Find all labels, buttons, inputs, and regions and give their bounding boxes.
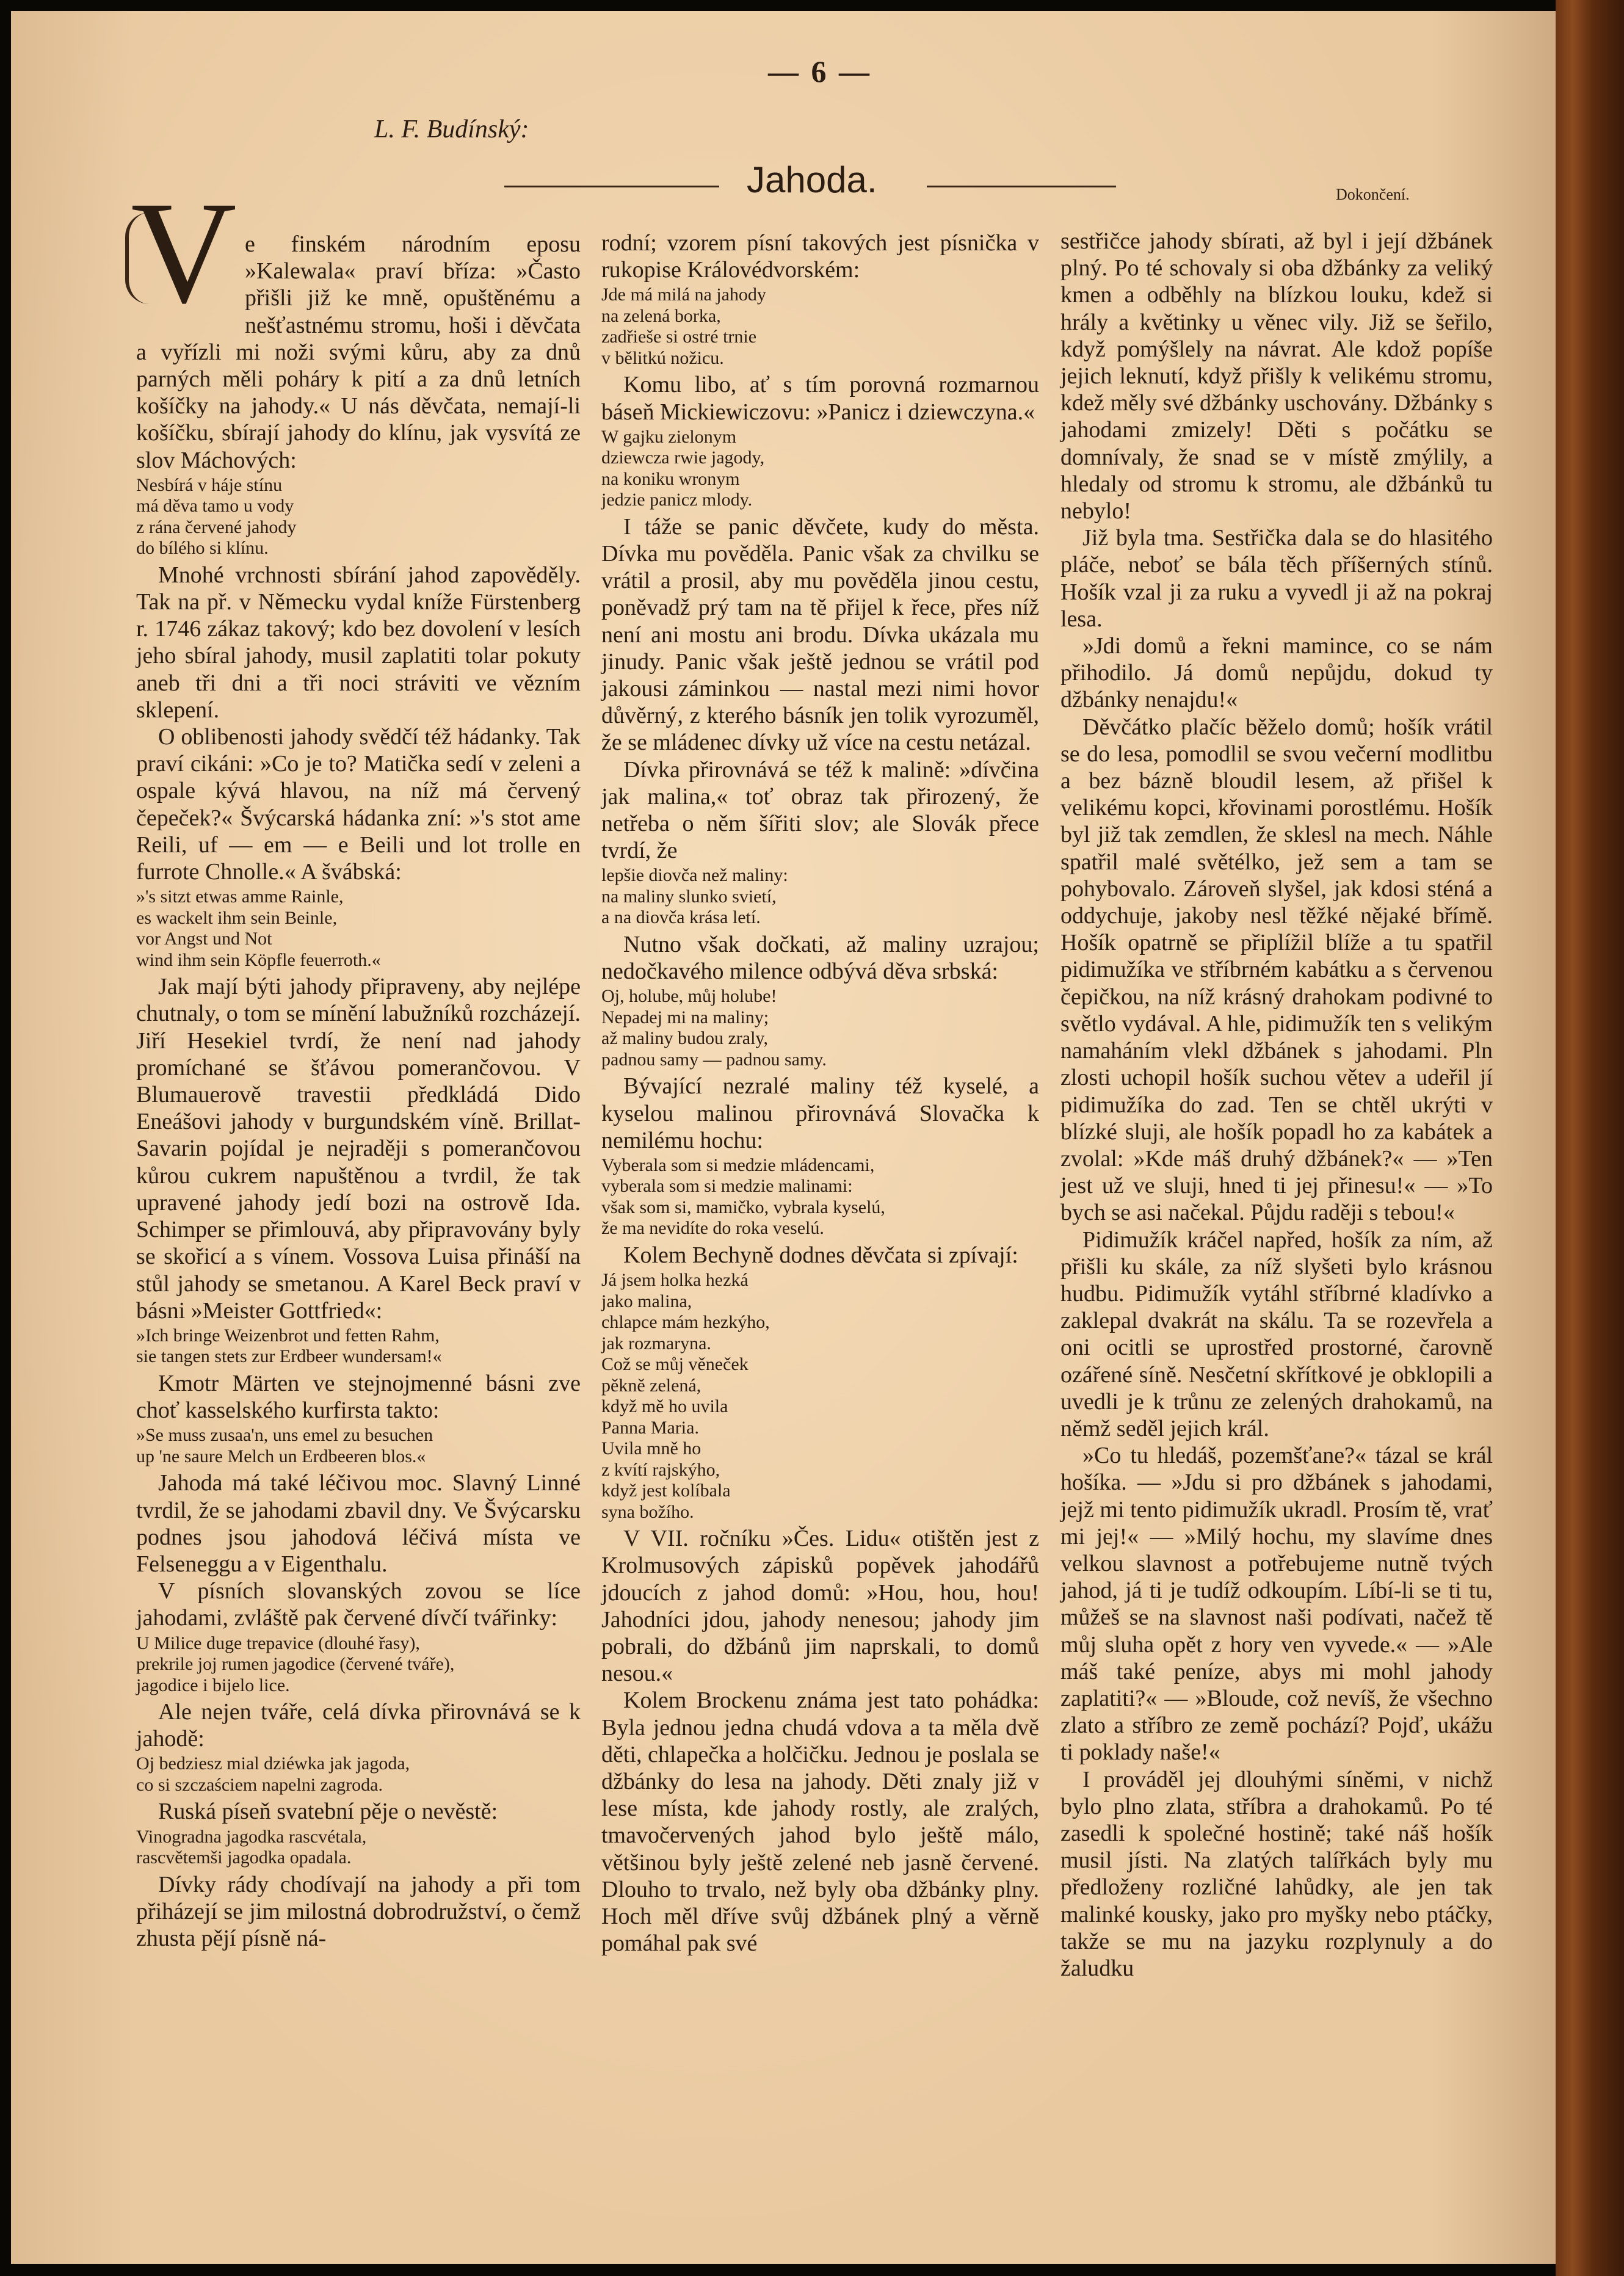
book-page bbox=[11, 11, 1556, 2264]
paragraph: Bývající nezralé maliny též kyselé, a kyselou malinou přirovnává Slovačka k nemilému hochu: bbox=[601, 1073, 1039, 1153]
paragraph: O oblibenosti jahody svědčí též hádanky. Tak praví cikáni: »Co je to? Matička sedí v zeleni a ospale kývá hlavou, na níž má červený čepeček?« Švýcarská hádanka zní: »'s stot ame Reili, uf — em — e Beili und lot trolle en furrote Chnolle.« A švábská: bbox=[136, 724, 581, 885]
paragraph: I prováděl jej dlouhými síněmi, v nichž bylo plno zlata, stříbra a drahokamů. Po té zasedli k společné hostině; také náš hošík musil jísti. Na zlatých talířkách byly mu předloženy rozličné lahůdky, ale jen tak malinké kousky, jako pro myšky nebo ptáčky, takže se mu na jazyku rozplynuly a do žaludku bbox=[1060, 1766, 1493, 1981]
author-name: L. F. Budínský: bbox=[374, 115, 529, 143]
paragraph: V písních slovanských zovou se líce jahodami, zvláště pak červené dívčí tvářinky: bbox=[136, 1578, 581, 1631]
paragraph: »Co tu hledáš, pozemšťane?« tázal se král hošíka. — »Jdu si pro džbánek s jahodami, jejž mi tento pidimužík ukradl. Prosím tě, vrať mi jej!« — »Milý hochu, my slavíme dnes velkou slavnost a potřebujeme nutně tvých jahod, já ti je tudíž odkoupím. Líbí-li se ti tu, můžeš se na slavnost naši podívati, načež tě můj sluha opět z hory ven vyvede.« — »Ale máš také peníze, abys mi mohl jahody zaplatiti?« — »Bloude, což nevíš, že všechno zlato a stříbro ze země pochází? Pojď, ukážu ti poklady naše!« bbox=[1060, 1443, 1493, 1766]
text-column-2 bbox=[601, 230, 1039, 1957]
paragraph: Komu libo, ať s tím porovná rozmarnou báseň Mickiewiczovu: »Panicz i dziewczyna.« bbox=[601, 372, 1039, 425]
paragraph: Jak mají býti jahody připraveny, aby nejlépe chutnaly, o tom se mínění labužníků rozcházejí. Jiří Hesekiel tvrdí, že není nad jahody promíchané se šťávou pomerančovou. V Blumauerově travestii předkládá Dido Eneášovi jahody v burgundském víně. Brillat-Savarin pojídal je nejraději s pomerančovou kůrou cukrem napuštěnou a tvrdil, že tak upravené jahody jedí bozi na ostrově Ida. Schimper se přimlouvá, aby připravovány byly se skořicí a s vínem. Vossova Luisa přináší na stůl jahody se smetanou. A Karel Beck praví v básni »Meister Gottfried«: bbox=[136, 974, 581, 1324]
text-column-1 bbox=[131, 171, 581, 1952]
title-rule-right bbox=[927, 186, 1116, 187]
paragraph: Kmotr Märten ve stejnojmenné básni zve choť kasselského kurfirsta takto: bbox=[136, 1370, 581, 1424]
verse-quote: Oj bedziesz mial dziéwka jak jagoda, co si szczaściem napelni zagroda. bbox=[136, 1753, 410, 1795]
paragraph: Pidimužík kráčel napřed, hošík za ním, až přišli ku skále, za níž slyšeti bylo krásnou hudbu. Pidimužík vytáhl stříbrné kladívko a zaklepal dvakrát na skálu. Ta se rozevřela a oni ocitli se uprostřed prostorné, čarovně ozářené síně. Nesčetní skřítkové je obklopili a uvedli je k trůnu ze zelených drahokamů, na němž seděl jejich král. bbox=[1060, 1227, 1493, 1441]
initial-ornament-icon bbox=[125, 212, 172, 304]
verse-quote: Vyberala som si medzie mládencami, vyberala som si medzie malinami: však som si, mamičko, vybrala kyselú, že ma nevidíte do roka veselú. bbox=[601, 1154, 885, 1239]
paragraph: Již byla tma. Sestřička dala se do hlasitého pláče, neboť se bála těch příšerných stínů. Hošík vzal ji za ruku a vyvedl ji až na pokraj lesa. bbox=[1060, 525, 1493, 632]
verse-quote: W gajku zielonym dziewcza rwie jagody, na koniku wronym jedzie panicz mlody. bbox=[601, 426, 765, 510]
paragraph: Dívka přirovnává se též k malině: »dívčina jak malina,« toť obraz tak přirozený, že netřeba o něm šířiti slov; ale Slovák přece tvrdí, že bbox=[601, 756, 1039, 864]
paragraph: I táže se panic děvčete, kudy do města. Dívka mu pověděla. Panic však za chvilku se vrátil a prosil, aby mu pověděla jinou cestu, poněvadž prý tam na tě přijel k řece, přes níž není ani mostu ani brodu. Dívka ukázala mu jinudy. Panic však ještě jednou se vrátil pod jakousi záminkou — nastal mezi nimi hovor důvěrný, z kterého básník jen tolik vyrozuměl, že se mládenec dívky už více na cestu netázal. bbox=[601, 513, 1039, 756]
paragraph: V VII. ročníku »Čes. Lidu« otištěn jest z Krolmusových zápisků popěvek jahodářů jdoucích z jahod domů: »Hou, hou, hou! Jahodníci jdou, jahody nenesou; jahody jim pobrali, do džbánů jim naprskali, to domů nesou.« bbox=[601, 1526, 1039, 1687]
paragraph: Kolem Bechyně dodnes děvčata si zpívají: bbox=[623, 1242, 1018, 1268]
verse-quote: Oj, holube, můj holube! Nepadej mi na maliny; až maliny budou zraly, padnou samy — padnou samy. bbox=[601, 986, 827, 1070]
book-spine bbox=[1556, 0, 1624, 2276]
paragraph: »Jdi domů a řekni mamince, co se nám přihodilo. Já domů nepůjdu, dokud ty džbánky nenajdu!« bbox=[1060, 633, 1493, 713]
paragraph: Děvčátko plačíc běželo domů; hošík vrátil se do lesa, pomodlil se svou večerní modlitbu a bez bázně bloudil lesem, až přišel k velikému kopci, křovinami porostlému. Hošík byl již tak zemdlen, že sklesl na mech. Náhle spatřil malé světélko, jež sem a tam se pohybovalo. Zároveň slyšel, jak kdosi sténá a oddychuje, jakoby nesl těžké nějaké břímě. Hošík opatrně se připlížil blíže a tu spatřil pidimužíka ve stříbrném kabátku a s červenou čepičkou, na níž krásný drahokam podivné to světlo vydával. A hle, pidimužík ten s velikým namaháním vlekl džbánek s jahodami. Pln zlosti uchopil hošík suchou větev a udeřil jí pidimužíka do zad. Ten se chtěl ukrýti v blízké sluji, ale hošík popadl ho za kabátek a zvolal: »Kde máš druhý džbánek?« — »Ten jest už ve sluji, hned ti jej přinesu!« — »To bych se asi načekal. Půjdu raději s tebou!« bbox=[1060, 714, 1493, 1226]
paragraph: Mnohé vrchnosti sbírání jahod zapověděly. Tak na př. v Německu vydal kníže Fürstenberg r. 1746 zákaz takový; kdo bez dovolení v lesích jeho sbíral jahody, musil zaplatiti tolar pokuty aneb tři dni a tři noci stráviti ve vězním sklepení. bbox=[136, 562, 581, 723]
paragraph: Nutno však dočkati, až maliny uzrajou; nedočkavého milence odbývá děva srbská: bbox=[601, 931, 1039, 985]
paragraph: e finském národním eposu »Kalewala« praví bříza: »Často přišli již ke mně, opuštěnému a nešťastnému stromu, hoši i děvčata a vyřízli mi noži svými kůru, aby za dnů parných měli poháry k pití a za dnů letních košíčky na jahody.« U nás děvčata, nemají-li košíčku, sbírají jahody do klínu, jak vysvítá ze slov Máchových: bbox=[136, 231, 581, 473]
verse-quote: Vinogradna jagodka rascvétala, rascvětemši jagodka opadala. bbox=[136, 1826, 367, 1868]
text-column-3 bbox=[1060, 228, 1493, 1982]
verse-quote: Já jsem holka hezká jako malina, chlapce mám hezkýho, jak rozmaryna. Což se můj věneček pěkně zelená, když mě ho uvila Panna Maria. Uvila mně ho z kvítí rajskýho, když jest kolíbala syna božího. bbox=[601, 1270, 770, 1522]
verse-quote: U Milice duge trepavice (dlouhé řasy), prekrile joj rumen jagodice (červené tváře), jagodice i bijelo lice. bbox=[136, 1633, 455, 1695]
page-number: — 6 — bbox=[768, 54, 872, 89]
verse-quote: Jde má milá na jahody na zelená borka, zadřieše si ostré trnie v bělitkú nožicu. bbox=[601, 284, 766, 368]
paragraph: sestřičce jahody sbírati, až byl i její džbánek plný. Po té schovaly si oba džbánky za veliký kmen a odběhly na blízkou louku, kdež si hrály a květinky u věnec vily. Již se šeřilo, když pomýšlely na návrat. Ale kdož popíše jejich leknutí, když přišly k velikému stromu, kdež měly své džbánky uschovány. Džbánky s jahodami zmizely! Děti s počátku se domnívaly, že snad se v místě zmýlily, a hledaly od stromu k stromu, ale džbánků tu nebylo! bbox=[1060, 228, 1493, 524]
paragraph: Dívky rády chodívají na jahody a při tom přiházejí se jim milostná dobrodružství, o čemž zhusta pějí písně ná- bbox=[136, 1871, 581, 1952]
paragraph: Kolem Brockenu známa jest tato pohádka: Byla jednou jedna chudá vdova a ta měla dvě děti, chlapečka a holčičku. Jednou je poslala se džbánky do lesa na jahody. Děti znaly již v lese místa, kde jahody rostly, ale zralých, tmavočervených jahod bylo ještě málo, většinou byly ještě zelené neb jasně červené. Dlouho to trvalo, než byly oba džbánky plny. Hoch měl dříve svůj džbánek plný a věrně pomáhal pak své bbox=[601, 1687, 1039, 1957]
verse-quote: »Se muss zusaa'n, uns emel zu besuchen up 'ne saure Melch un Erdbeeren blos.« bbox=[136, 1425, 433, 1466]
verse-quote: lepšie diovča než maliny: na maliny slunko svietí, a na diovča krása letí. bbox=[601, 865, 788, 928]
verse-quote: Nesbírá v háje stínu má děva tamo u vody z rána červené jahody do bílého si klínu. bbox=[136, 474, 297, 559]
paragraph: rodní; vzorem písní takových jest písnička v rukopise Královédvorském: bbox=[601, 230, 1039, 283]
continuation-note: Dokončení. bbox=[1336, 186, 1410, 203]
paragraph: Ruská píseň svatební pěje o nevěstě: bbox=[158, 1799, 498, 1825]
paragraph: Ale nejen tváře, celá dívka přirovnává se k jahodě: bbox=[136, 1699, 581, 1752]
drop-cap-initial: V bbox=[129, 182, 239, 322]
verse-quote: »Ich bringe Weizenbrot und fetten Rahm, sie tangen stets zur Erdbeer wundersam!« bbox=[136, 1325, 442, 1367]
article-title: Jahoda. bbox=[747, 159, 877, 200]
verse-quote: »'s sitzt etwas amme Rainle, es wackelt ihm sein Beinle, vor Angst und Not wind ihm sein Köpfle feuerroth.« bbox=[136, 886, 381, 970]
paragraph: Jahoda má také léčivou moc. Slavný Linné tvrdil, že se jahodami zbavil dny. Ve Švýcarsku podnes jsou jahodová léčivá místa ve Felseneggu a v Eigenthalu. bbox=[136, 1470, 581, 1577]
title-rule-left bbox=[504, 186, 719, 187]
